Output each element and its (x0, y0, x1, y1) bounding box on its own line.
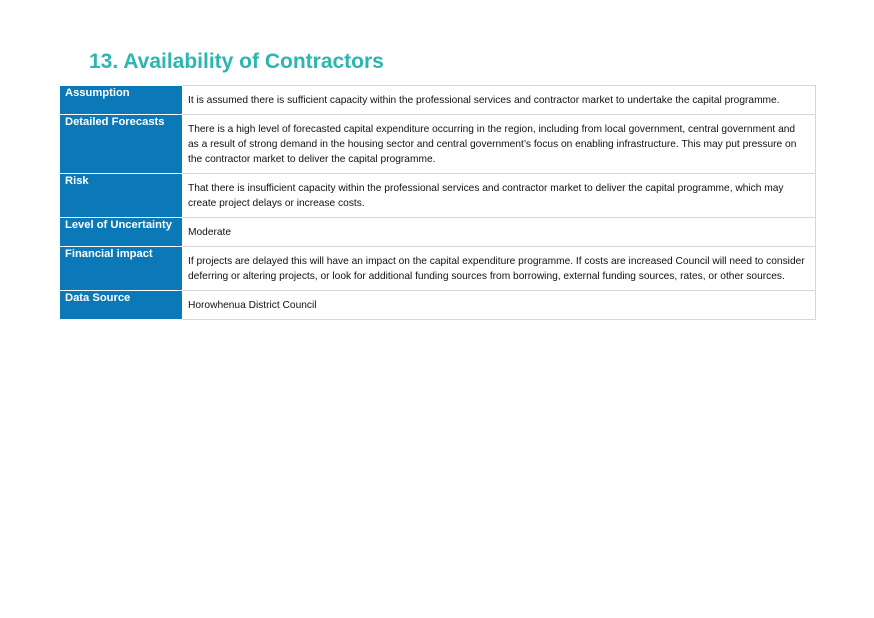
row-value-assumption: It is assumed there is sufficient capacity within the professional services and contractor market to undertake the capital programme. (182, 86, 816, 115)
row-label-financial-impact: Financial impact (60, 247, 182, 291)
table-row-detailed-forecasts (60, 115, 816, 174)
row-label-assumption: Assumption (60, 86, 182, 115)
table-row-financial-impact (60, 247, 816, 291)
row-value-financial-impact: If projects are delayed this will have an impact on the capital expenditure programme. If costs are increased Council will need to consider deferring or altering projects, or look for additional funding sources from borrowing, external funding sources, rates, or other sources. (182, 247, 816, 291)
assumption-table (60, 85, 816, 320)
table-row-data-source (60, 291, 816, 320)
row-value-level-of-uncertainty: Moderate (182, 218, 816, 247)
table-row-assumption (60, 86, 816, 115)
table-row-level-of-uncertainty (60, 218, 816, 247)
row-value-risk: That there is insufficient capacity within the professional services and contractor market to deliver the capital programme, which may create project delays or increase costs. (182, 174, 816, 218)
row-label-detailed-forecasts: Detailed Forecasts (60, 115, 182, 174)
table-row-risk (60, 174, 816, 218)
row-label-level-of-uncertainty: Level of Uncertainty (60, 218, 182, 247)
page-title: 13. Availability of Contractors (89, 50, 384, 73)
row-label-data-source: Data Source (60, 291, 182, 320)
row-value-detailed-forecasts: There is a high level of forecasted capital expenditure occurring in the region, including from local government, central government and as a result of strong demand in the housing sector and central government’s focus on enabling infrastructure. This may put pressure on the contractor market to deliver the capital programme. (182, 115, 816, 174)
row-label-risk: Risk (60, 174, 182, 218)
row-value-data-source: Horowhenua District Council (182, 291, 816, 320)
